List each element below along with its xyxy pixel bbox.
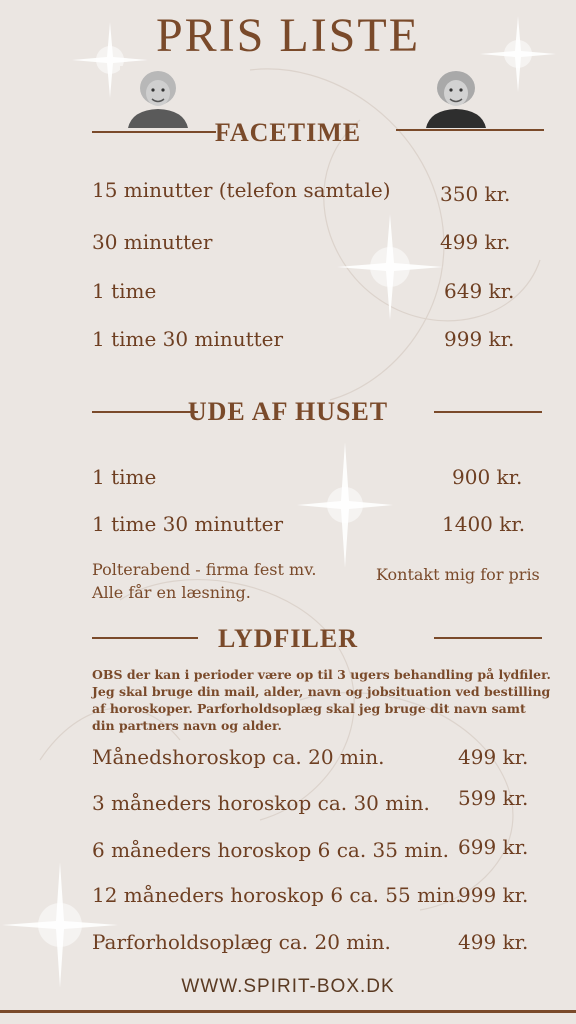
list-item: 6 måneders horoskop 6 ca. 35 min. [92, 838, 449, 862]
divider [434, 411, 542, 413]
page-title: PRIS LISTE [155, 9, 421, 62]
list-item: 1 time [92, 465, 157, 489]
price: 900 kr. [452, 465, 523, 489]
price: 999 kr. [458, 883, 529, 907]
list-item: 3 måneders horoskop ca. 30 min. [92, 791, 430, 815]
price: 499 kr. [458, 930, 529, 954]
list-item: Parforholdsoplæg ca. 20 min. [92, 930, 391, 954]
extra-info-line: Alle får en læsning. [92, 583, 251, 602]
list-item: 1 time 30 minutter [92, 327, 284, 351]
list-item: Månedshoroskop ca. 20 min. [92, 745, 385, 769]
sparkle-icon [0, 860, 120, 990]
price: 699 kr. [458, 835, 529, 859]
section-heading-lydfiler: LYDFILER [218, 624, 358, 653]
section-heading-facetime: FACETIME [214, 118, 362, 147]
list-item: 1 time 30 minutter [92, 512, 284, 536]
divider [396, 129, 544, 131]
sparkle-icon [335, 212, 445, 322]
list-item: 30 minutter [92, 230, 213, 254]
divider [434, 637, 542, 639]
extra-info-line: Polterabend - firma fest mv. [92, 560, 317, 579]
contact-note: Kontakt mig for pris [376, 565, 540, 584]
price: 350 kr. [440, 182, 511, 206]
price: 499 kr. [458, 745, 529, 769]
section-heading-ude-af-huset: UDE AF HUSET [187, 397, 389, 426]
list-item: 12 måneders horoskop 6 ca. 55 min. [92, 883, 462, 907]
price: 499 kr. [440, 230, 511, 254]
footer-url[interactable]: WWW.SPIRIT-BOX.DK [181, 976, 395, 997]
price: 649 kr. [444, 279, 515, 303]
divider [0, 1010, 576, 1013]
price: 599 kr. [458, 786, 529, 810]
price: 1400 kr. [442, 512, 526, 536]
sparkle-icon [295, 440, 395, 570]
list-item: 15 minutter (telefon samtale) [92, 178, 391, 202]
order-note: OBS der kan i perioder være op til 3 ugers behandling på lydfiler. Jeg skal bruge din mail, alder, navn og jobsituation ved bestilling af horoskoper. Parforholdsoplæg skal jeg bruge dit navn samt din partners navn og alder. [92, 667, 551, 733]
list-item: 1 time [92, 279, 157, 303]
price: 999 kr. [444, 327, 515, 351]
